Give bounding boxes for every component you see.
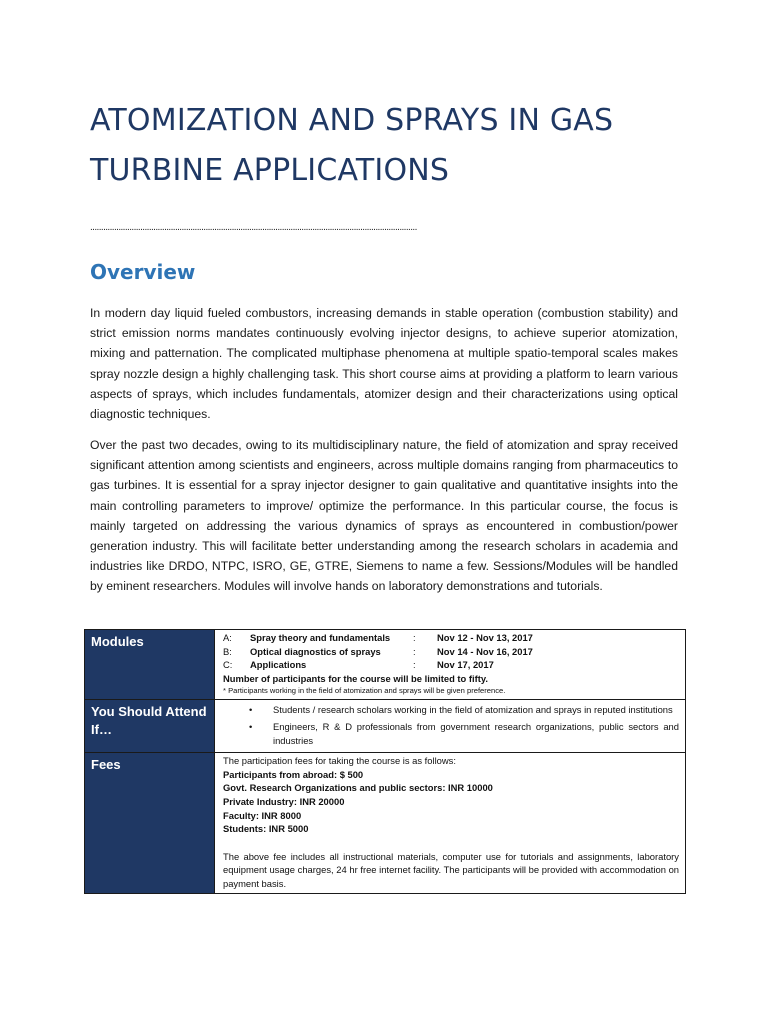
attend-list-item (239, 720, 679, 747)
overview-heading: Overview (90, 260, 196, 284)
attend-item-text: Engineers, R & D professionals from government research organizations, public sectors and industries (273, 720, 679, 746)
title-line-2: TURBINE APPLICATIONS (90, 153, 450, 188)
module-letter: C: (223, 659, 233, 671)
fee-line: Govt. Research Organizations and public sectors: INR 10000 (223, 782, 493, 794)
module-letter: B: (223, 645, 232, 657)
attend-list (223, 703, 679, 747)
bullet-icon: • (249, 704, 253, 716)
fees-label: Fees (85, 753, 215, 893)
fees-content (215, 753, 686, 893)
module-colon: : (413, 659, 416, 671)
modules-label: Modules (85, 630, 215, 700)
attend-label: You Should Attend If… (85, 700, 215, 753)
attend-row (85, 700, 686, 753)
module-item (223, 645, 679, 659)
fee-line: Participants from abroad: $ 500 (223, 768, 364, 780)
document-title (90, 96, 730, 196)
module-item (223, 631, 679, 645)
fees-row (85, 753, 686, 893)
participant-limit: Number of participants for the course will be limited to fifty. (223, 672, 488, 684)
module-colon: : (413, 632, 416, 643)
module-name: Optical diagnostics of sprays (250, 645, 381, 657)
module-colon: : (413, 645, 416, 657)
dotted-separator: ...................................................................................................................................................... (90, 222, 417, 233)
module-date: Nov 14 - Nov 16, 2017 (437, 645, 533, 657)
attend-item-text: Students / research scholars working in the field of atomization and sprays in reputed institutions (273, 704, 673, 716)
module-name: Spray theory and fundamentals (250, 632, 391, 643)
module-name: Applications (250, 659, 307, 671)
fees-footer: The above fee includes all instructional materials, computer use for tutorials and assignments, laboratory equipment usage charges, 24 hr free internet facility. The participants will be provided with accommodation on payment basis. (223, 850, 679, 889)
fee-line: Private Industry: INR 20000 (223, 795, 345, 807)
bullet-icon: • (249, 720, 253, 732)
modules-row (85, 630, 686, 700)
preference-note: * Participants working in the field of atomization and sprays will be given preference. (223, 686, 506, 696)
fee-line: Faculty: INR 8000 (223, 809, 302, 821)
attend-list-item (239, 703, 679, 717)
fee-line: Students: INR 5000 (223, 823, 309, 835)
overview-paragraph-2: Over the past two decades, owing to its multidisciplinary nature, the field of atomization and spray received significant attention among scientists and engineers, across multiple domains ranging from pharmaceutics to gas turbines. It is essential for a spray injector designer to gain qualitative and quantitative insights into the main controlling parameters to improve/ optimize the performance. In this particular course, the focus is mainly targeted on addressing the various dynamics of sprays as encountered in combustion/power generation industry. This will facilitate better understanding among the research scholars in academia and industries like DRDO, NTPC, ISRO, GE, GTRE, Siemens to name a few. Sessions/Modules will be handled by eminent researchers. Modules will involve hands on laboratory demonstrations and tutorials. (90, 438, 678, 594)
overview-paragraph-1: In modern day liquid fueled combustors, increasing demands in stable operation (combustion stability) and strict emission norms mandates continuously evolving injector designs, to achieve superior atomization, mixing and patternation. The complicated multiphase phenomena at multiple spatio-temporal scales makes spray nozzle design a highly challenging task. This short course aims at providing a platform to learn various aspects of sprays, which includes fundamentals, atomizer design and their characterizations using optical diagnostic techniques. (90, 306, 678, 422)
course-info-table (84, 629, 686, 894)
fees-intro: The participation fees for taking the course is as follows: (223, 755, 456, 767)
title-line-1: ATOMIZATION AND SPRAYS IN GAS (90, 103, 614, 138)
module-item (223, 658, 679, 672)
attend-content (215, 700, 686, 753)
module-date: Nov 17, 2017 (437, 659, 494, 671)
module-letter: A: (223, 632, 232, 643)
modules-content (215, 630, 686, 700)
module-date: Nov 12 - Nov 13, 2017 (437, 632, 533, 643)
fee-spacer (223, 836, 679, 850)
